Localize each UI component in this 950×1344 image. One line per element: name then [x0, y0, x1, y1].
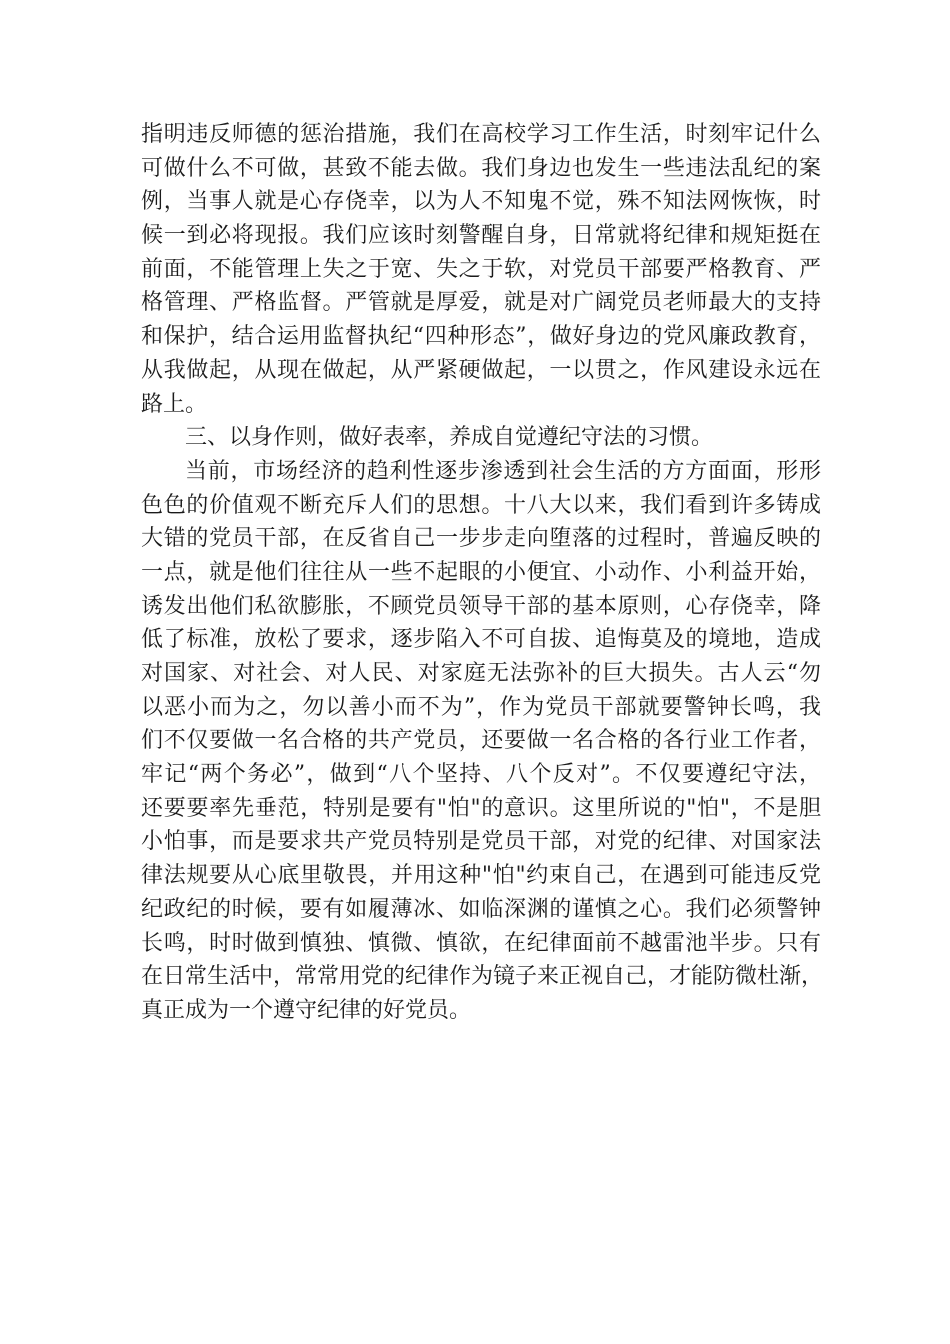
text-line: 大错的党员干部，在反省自己一步步走向堕落的过程时，普遍反映的 [141, 526, 821, 552]
body-text [141, 118, 824, 1028]
text-line: 候一到必将现报。我们应该时刻警醒自身，日常就将纪律和规矩挺在 [141, 223, 821, 249]
paragraph-end-line: 真正成为一个遵守纪律的好党员。 [141, 997, 472, 1023]
text-line: 们不仅要做一名合格的共产党员，还要做一名合格的各行业工作者， [141, 728, 821, 754]
text-line: 在日常生活中，常常用党的纪律作为镜子来正视自己，才能防微杜渐， [141, 964, 824, 990]
text-line: 从我做起，从现在做起，从严紧硬做起，一以贯之，作风建设永远在 [141, 357, 821, 383]
paragraph-end-line: 路上。 [141, 391, 208, 417]
text-line: 一点，就是他们往往从一些不起眼的小便宜、小动作、小利益开始， [141, 559, 821, 585]
text-line: 对国家、对社会、对人民、对家庭无法弥补的巨大损失。古人云“勿 [141, 661, 821, 686]
text-line: 可做什么不可做，甚致不能去做。我们身边也发生一些违法乱纪的案 [141, 155, 821, 181]
text-line: 色色的价值观不断充斥人们的思想。十八大以来，我们看到许多铸成 [141, 492, 821, 518]
text-line: 例，当事人就是心存侥幸，以为人不知鬼不觉，殊不知法网恢恢，时 [141, 189, 821, 215]
text-line: 和保护，结合运用监督执纪“四种形态”，做好身边的党风廉政教育， [141, 324, 821, 350]
text-line: 牢记“两个务必”，做到“八个坚持、八个反对”。不仅要遵纪守法， [141, 762, 821, 788]
text-line: 长鸣，时时做到慎独、慎微、慎欲，在纪律面前不越雷池半步。只有 [141, 930, 821, 956]
section-heading: 三、以身作则，做好表率，养成自觉遵纪守法的习惯。 [185, 425, 714, 451]
text-line: 纪政纪的时候，要有如履薄冰、如临深渊的谨慎之心。我们必须警钟 [141, 896, 821, 922]
text-line: 小怕事，而是要求共产党员特别是党员干部，对党的纪律、对国家法 [141, 829, 821, 855]
text-line: 以恶小而为之，勿以善小而不为”，作为党员干部就要警钟长鸣，我 [141, 694, 821, 720]
text-line: 律法规要从心底里敬畏，并用这种"怕"约束自己，在遇到可能违反党 [141, 863, 821, 889]
text-line: 前面，不能管理上失之于宽、失之于软，对党员干部要严格教育、严 [141, 256, 821, 282]
text-line: 还要要率先垂范，特别是要有"怕"的意识。这里所说的"怕"，不是胆 [141, 795, 821, 821]
paragraph-first-line: 当前，市场经济的趋利性逐步渗透到社会生活的方方面面，形形 [185, 458, 821, 484]
text-line: 指明违反师德的惩治措施，我们在高校学习工作生活，时刻牢记什么 [141, 122, 821, 147]
text-line: 诱发出他们私欲膨胀，不顾党员领导干部的基本原则，心存侥幸，降 [141, 593, 821, 619]
text-line: 低了标准，放松了要求，逐步陷入不可自拔、追悔莫及的境地，造成 [141, 627, 821, 653]
text-line: 格管理、严格监督。严管就是厚爱，就是对广阔党员老师最大的支持 [141, 290, 821, 316]
